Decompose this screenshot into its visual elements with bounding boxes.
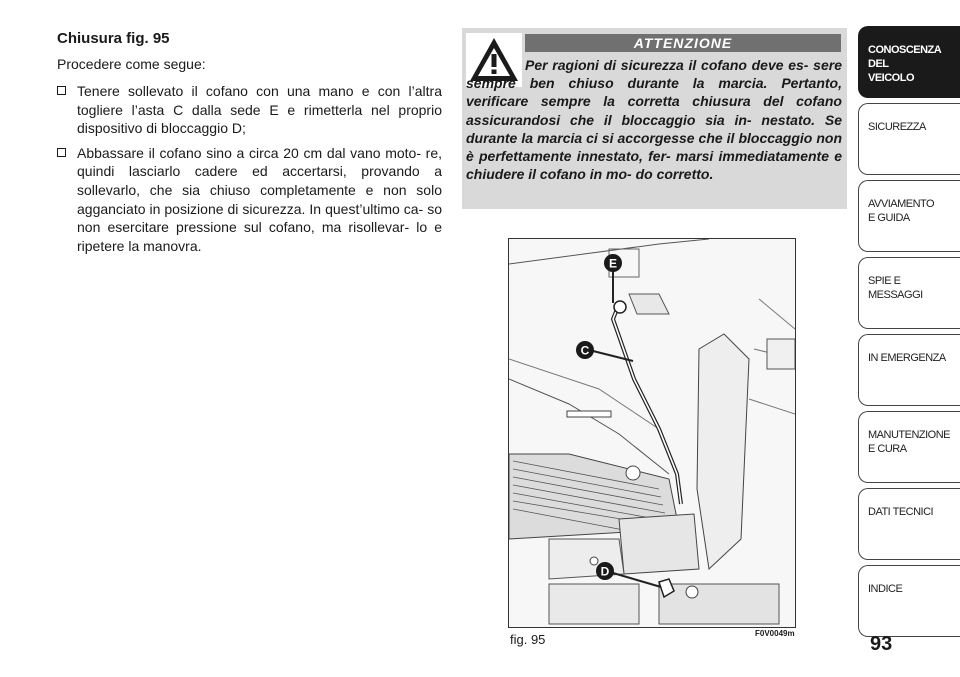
figure-caption: fig. 95 — [510, 632, 546, 647]
warning-text: Per ragioni di sicurezza il cofano deve es- sere sempre ben chiuso durante la marcia. Pertanto, verificare sempre la corretta chiusura del cofano assicurandosi che il bloccaggio sia in- nestato. Se durante la marcia ci si accorgesse che il bloccaggio non è perfettamente innestato, fer- marsi immediatamente e chiudere il cofano in mo- do corretto. — [466, 57, 842, 183]
engine-bay-illustration — [508, 238, 796, 628]
tab-dati-tecnici[interactable]: DATI TECNICI — [858, 488, 960, 560]
section-intro: Procedere come segue: — [57, 56, 206, 72]
callout-c — [576, 341, 594, 359]
tab-conoscenza-del-veicolo[interactable]: CONOSCENZA DEL VEICOLO — [858, 26, 960, 98]
section-title: Chiusura fig. 95 — [57, 30, 170, 47]
tab-avviamento-e-guida[interactable]: AVVIAMENTO E GUIDA — [858, 180, 960, 252]
procedure-step — [57, 144, 442, 256]
warning-box — [462, 28, 847, 209]
procedure-step-text: Abbassare il cofano sino a circa 20 cm dal vano moto- re, quindi lasciarlo cadere ed accertarsi, provando a sollevarlo, che sia chiuso completamente e non solo agganciato in posizione di sicurezza. In quest’ultimo ca- so non esercitare pressione sul cofano, ma risollevar- lo e ripetere la manovra. — [77, 144, 442, 254]
tab-in-emergenza[interactable]: IN EMERGENZA — [858, 334, 960, 406]
procedure-list — [57, 82, 442, 255]
callout-e-label: E — [608, 256, 618, 271]
figure-code: F0V0049m — [755, 629, 795, 638]
tab-indice[interactable]: INDICE — [858, 565, 960, 637]
tab-manutenzione-e-cura[interactable]: MANUTENZIONE E CURA — [858, 411, 960, 483]
tab-sicurezza[interactable]: SICUREZZA — [858, 103, 960, 175]
main-text-column — [57, 30, 442, 261]
engine-bay-drawing — [509, 239, 795, 627]
callout-c-label: C — [580, 343, 590, 358]
chapter-sidebar — [858, 26, 960, 636]
callout-d-label: D — [600, 564, 610, 579]
callout-e — [604, 254, 622, 272]
procedure-step — [57, 82, 442, 138]
procedure-step-text: Tenere sollevato il cofano con una mano e con l’altra togliere l’asta C dalla sede E e rimetterla nel proprio dispositivo di bloccaggio D; — [77, 83, 442, 137]
callout-d — [596, 562, 614, 580]
tab-spie-e-messaggi[interactable]: SPIE E MESSAGGI — [858, 257, 960, 329]
page-number: 93 — [870, 633, 893, 655]
warning-heading: ATTENZIONE — [525, 34, 841, 52]
bullet-box-icon — [57, 86, 66, 95]
bullet-box-icon — [57, 148, 66, 157]
